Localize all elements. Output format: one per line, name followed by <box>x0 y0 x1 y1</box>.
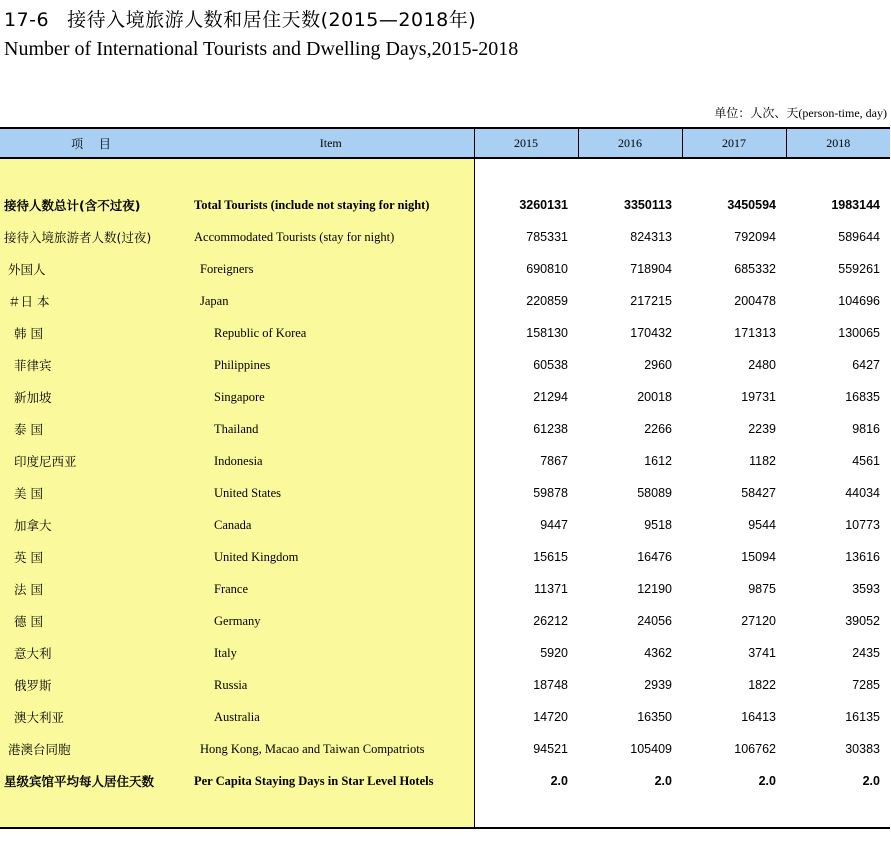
value-2018: 2435 <box>852 646 880 660</box>
row-label-en: Canada <box>188 509 474 541</box>
value-2015: 690810 <box>474 253 578 285</box>
value-2015: 220859 <box>474 285 578 317</box>
header-year-2017: 2017 <box>682 128 786 158</box>
empty-cell <box>188 797 474 828</box>
table-row <box>0 541 890 573</box>
value-2016: 12190 <box>637 582 672 596</box>
value-2017: 106762 <box>734 742 776 756</box>
table-row <box>0 509 890 541</box>
value-2017: 1822 <box>748 678 776 692</box>
value-2015: 60538 <box>474 349 578 381</box>
table-row <box>0 477 890 509</box>
row-label-cn: 俄罗斯 <box>0 669 188 701</box>
row-label-cn: 接待人数总计(含不过夜) <box>0 189 188 221</box>
value-2016: 718904 <box>630 262 672 276</box>
table-row <box>0 445 890 477</box>
table-number: 17-6 <box>4 9 50 31</box>
value-2018: 1983144 <box>831 198 880 212</box>
value-2016: 20018 <box>637 390 672 404</box>
value-2016: 170432 <box>630 326 672 340</box>
row-label-cn: 英 国 <box>0 541 188 573</box>
value-2016: 9518 <box>644 518 672 532</box>
table-row <box>0 253 890 285</box>
value-2016: 16350 <box>637 710 672 724</box>
row-label-cn: 接待入境旅游者人数(过夜) <box>0 221 188 253</box>
row-label-cn: 韩 国 <box>0 317 188 349</box>
value-2018: 9816 <box>852 422 880 436</box>
value-2016: 24056 <box>637 614 672 628</box>
header-item-en: Item <box>188 128 474 158</box>
value-2017: 685332 <box>734 262 776 276</box>
empty-cell <box>786 158 890 189</box>
value-2016: 4362 <box>644 646 672 660</box>
value-2017: 9875 <box>748 582 776 596</box>
table-body <box>0 158 890 828</box>
value-2016: 16476 <box>637 550 672 564</box>
row-label-en: Russia <box>188 669 474 701</box>
table-row <box>0 765 890 797</box>
row-label-en: Thailand <box>188 413 474 445</box>
value-2015: 15615 <box>474 541 578 573</box>
value-2015: 5920 <box>474 637 578 669</box>
value-2016: 58089 <box>637 486 672 500</box>
row-label-cn: 澳大利亚 <box>0 701 188 733</box>
row-label-en: Per Capita Staying Days in Star Level Hotels <box>188 765 474 797</box>
value-2015: 7867 <box>474 445 578 477</box>
value-2017: 16413 <box>741 710 776 724</box>
row-label-en: United Kingdom <box>188 541 474 573</box>
spacer-row <box>0 158 890 189</box>
header-row <box>0 128 890 158</box>
value-2018: 2.0 <box>862 774 880 788</box>
empty-cell <box>578 158 682 189</box>
value-2018: 13616 <box>845 550 880 564</box>
row-label-en: France <box>188 573 474 605</box>
tourists-table <box>0 127 890 829</box>
row-label-en: Accommodated Tourists (stay for night) <box>188 221 474 253</box>
value-2018: 589644 <box>838 230 880 244</box>
value-2015: 18748 <box>474 669 578 701</box>
row-label-en: Hong Kong, Macao and Taiwan Compatriots <box>188 733 474 765</box>
row-label-cn: 意大利 <box>0 637 188 669</box>
row-label-en: Singapore <box>188 381 474 413</box>
row-label-cn: 加拿大 <box>0 509 188 541</box>
row-label-en: Philippines <box>188 349 474 381</box>
header-year-2016: 2016 <box>578 128 682 158</box>
value-2016: 3350113 <box>624 198 672 212</box>
value-2017: 1182 <box>749 454 776 468</box>
value-2015: 2.0 <box>474 765 578 797</box>
value-2018: 30383 <box>845 742 880 756</box>
row-label-cn: 港澳台同胞 <box>0 733 188 765</box>
value-2017: 19731 <box>741 390 776 404</box>
value-2017: 2.0 <box>758 774 776 788</box>
header-year-2018: 2018 <box>786 128 890 158</box>
value-2016: 1612 <box>644 454 672 468</box>
value-2016: 2.0 <box>654 774 672 788</box>
value-2017: 2239 <box>748 422 776 436</box>
value-2015: 59878 <box>474 477 578 509</box>
value-2015: 158130 <box>474 317 578 349</box>
table-row <box>0 637 890 669</box>
value-2017: 15094 <box>741 550 776 564</box>
value-2016: 217215 <box>630 294 672 308</box>
row-label-cn: ＃日 本 <box>0 285 188 317</box>
value-2018: 4561 <box>852 454 880 468</box>
value-2018: 559261 <box>838 262 880 276</box>
row-label-cn: 菲律宾 <box>0 349 188 381</box>
table-row <box>0 733 890 765</box>
table-row <box>0 573 890 605</box>
row-label-cn: 法 国 <box>0 573 188 605</box>
value-2018: 16135 <box>845 710 880 724</box>
value-2015: 21294 <box>474 381 578 413</box>
value-2015: 785331 <box>474 221 578 253</box>
row-label-cn: 外国人 <box>0 253 188 285</box>
table-row <box>0 349 890 381</box>
value-2017: 58427 <box>741 486 776 500</box>
value-2015: 3260131 <box>474 189 578 221</box>
page-title-cn <box>4 5 476 32</box>
table-row <box>0 189 890 221</box>
empty-cell <box>682 158 786 189</box>
table-row <box>0 701 890 733</box>
value-2016: 2939 <box>644 678 672 692</box>
value-2016: 2266 <box>644 422 672 436</box>
row-label-en: United States <box>188 477 474 509</box>
row-label-cn: 德 国 <box>0 605 188 637</box>
row-label-en: Foreigners <box>188 253 474 285</box>
row-label-en: Italy <box>188 637 474 669</box>
table-row <box>0 285 890 317</box>
value-2017: 792094 <box>734 230 776 244</box>
value-2016: 105409 <box>630 742 672 756</box>
empty-cell <box>0 158 188 189</box>
row-label-en: Australia <box>188 701 474 733</box>
end-row <box>0 797 890 828</box>
value-2018: 130065 <box>838 326 880 340</box>
table-row <box>0 221 890 253</box>
row-label-en: Republic of Korea <box>188 317 474 349</box>
unit-label: 单位：人次、天(person-time, day) <box>714 106 887 120</box>
row-label-cn: 美 国 <box>0 477 188 509</box>
row-label-en: Indonesia <box>188 445 474 477</box>
title-cn-text: 接待入境旅游人数和居住天数(2015—2018年) <box>67 9 477 31</box>
table-row <box>0 317 890 349</box>
header-item-cn: 项 目 <box>0 128 188 158</box>
value-2017: 3450594 <box>727 198 776 212</box>
value-2015: 11371 <box>474 573 578 605</box>
value-2018: 10773 <box>845 518 880 532</box>
empty-cell <box>188 158 474 189</box>
value-2017: 200478 <box>734 294 776 308</box>
value-2015: 94521 <box>474 733 578 765</box>
row-label-cn: 新加坡 <box>0 381 188 413</box>
value-2015: 26212 <box>474 605 578 637</box>
table-row <box>0 605 890 637</box>
value-2018: 39052 <box>845 614 880 628</box>
header-year-2015: 2015 <box>474 128 578 158</box>
value-2018: 16835 <box>845 390 880 404</box>
empty-cell <box>474 158 578 189</box>
row-label-cn: 泰 国 <box>0 413 188 445</box>
empty-cell <box>474 797 578 828</box>
value-2017: 27120 <box>741 614 776 628</box>
value-2016: 2960 <box>644 358 672 372</box>
empty-cell <box>786 797 890 828</box>
value-2017: 3741 <box>748 646 776 660</box>
value-2017: 171313 <box>734 326 776 340</box>
page-title-en: Number of International Tourists and Dwelling Days,2015-2018 <box>4 38 519 60</box>
row-label-en: Germany <box>188 605 474 637</box>
empty-cell <box>0 797 188 828</box>
value-2015: 61238 <box>474 413 578 445</box>
value-2018: 44034 <box>845 486 880 500</box>
row-label-cn: 印度尼西亚 <box>0 445 188 477</box>
value-2018: 6427 <box>852 358 880 372</box>
value-2017: 2480 <box>748 358 776 372</box>
value-2018: 104696 <box>838 294 880 308</box>
value-2018: 7285 <box>852 678 880 692</box>
row-label-cn: 星级宾馆平均每人居住天数 <box>0 765 188 797</box>
value-2015: 14720 <box>474 701 578 733</box>
value-2016: 824313 <box>630 230 672 244</box>
table-row <box>0 669 890 701</box>
table-row <box>0 413 890 445</box>
empty-cell <box>682 797 786 828</box>
table-row <box>0 381 890 413</box>
empty-cell <box>578 797 682 828</box>
row-label-en: Total Tourists (include not staying for night) <box>188 189 474 221</box>
row-label-en: Japan <box>188 285 474 317</box>
value-2018: 3593 <box>852 582 880 596</box>
value-2015: 9447 <box>474 509 578 541</box>
value-2017: 9544 <box>748 518 776 532</box>
